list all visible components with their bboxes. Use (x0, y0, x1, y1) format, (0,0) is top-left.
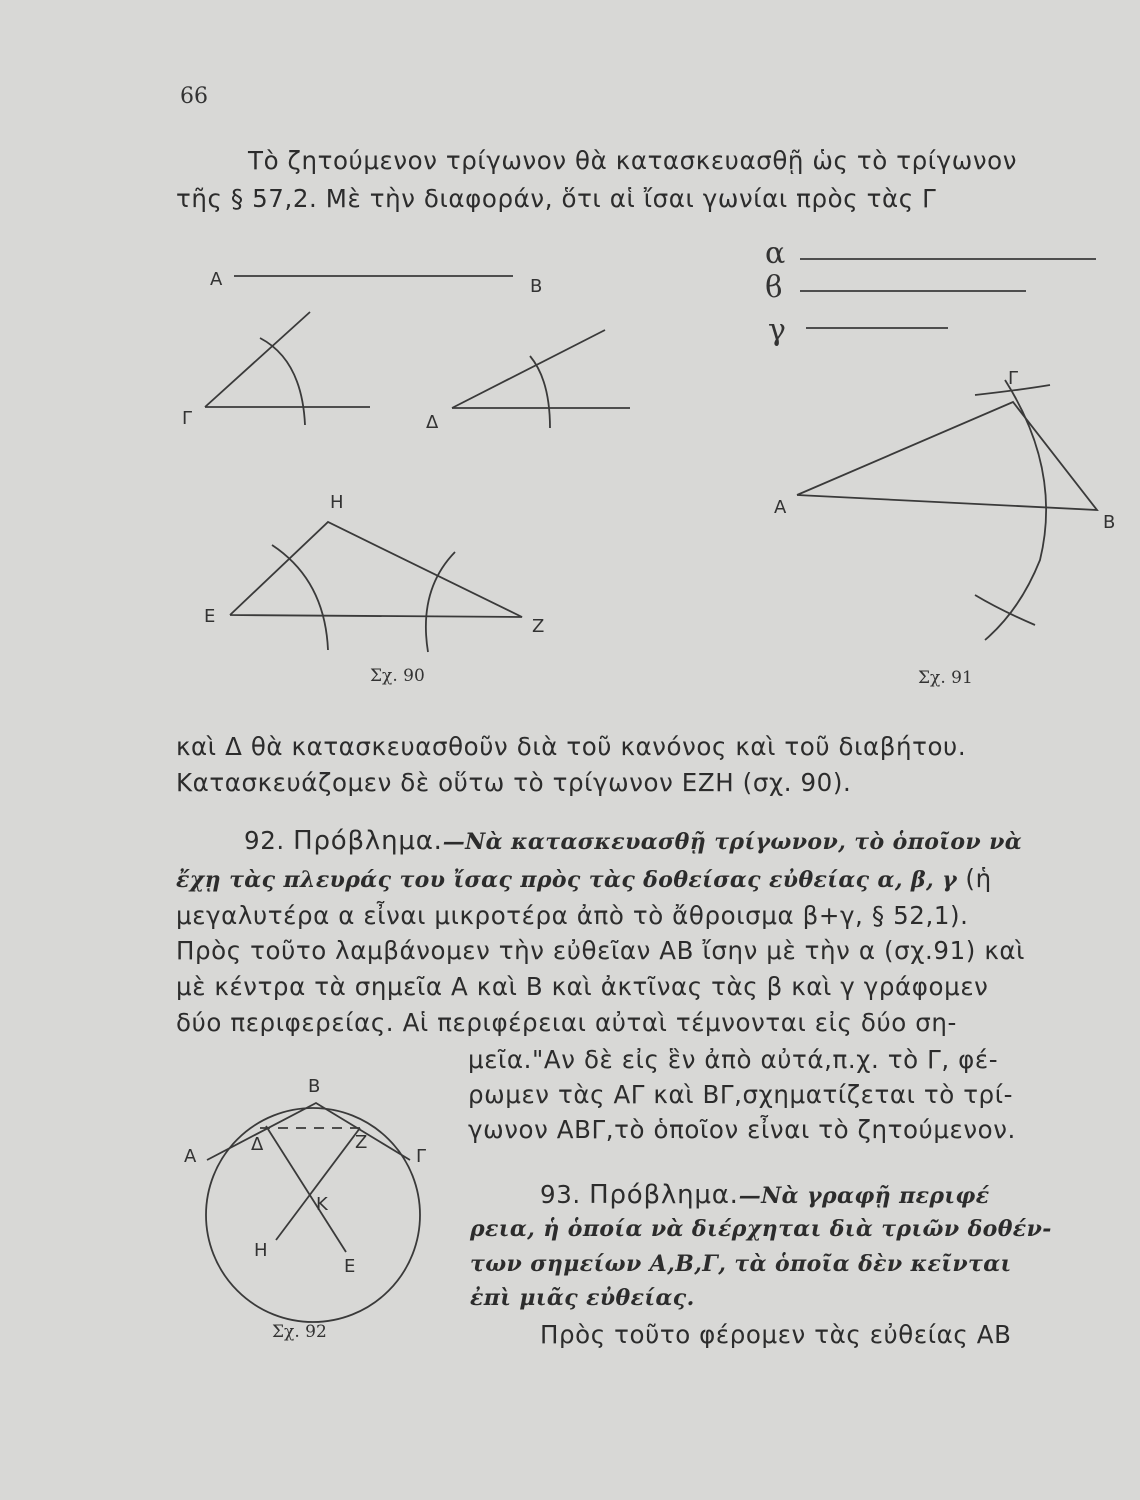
after-line-1: καὶ Δ θὰ κατασκευασθοῦν διὰ τοῦ κανόνος καὶ τοῦ διαβήτου. (176, 732, 967, 761)
label-B92: B (308, 1076, 321, 1097)
page-number: 66 (180, 84, 208, 109)
problem-92-line-8: ρωμεν τὰς ΑΓ καὶ ΒΓ,σχηματίζεται τὸ τρί- (468, 1080, 1014, 1109)
problem-93-line-3: των σημείων Α,Β,Γ, τὰ ὁποῖα δὲν κεῖνται (470, 1251, 1012, 1277)
intro-line-1: Τὸ ζητούμενον τρίγωνον θὰ κατασκευασθῇ ὡς τὸ τρίγωνον (248, 146, 1018, 175)
label-A91: A (774, 497, 787, 518)
label-B91: B (1103, 512, 1116, 533)
circle-through-abg (206, 1108, 420, 1322)
label-B90: B (530, 276, 543, 297)
problem-93-line-4: ἐπὶ μιᾶς εὐθείας. (470, 1285, 695, 1311)
label-D92: Δ (251, 1134, 264, 1155)
line-z-h (276, 1128, 360, 1240)
problem-92-statement-2: ἔχῃ τὰς πλευράς του ἴσας πρὸς τὰς δοθείσας εὐθείας α, β, γ (176, 867, 958, 893)
label-H92: H (254, 1240, 268, 1261)
problem-92-number: 92. (244, 826, 285, 855)
problem-93-statement-1: —Νὰ γραφῇ περιφέ (738, 1183, 990, 1209)
caption-fig-90: Σχ. 90 (370, 666, 425, 686)
after-line-2: Κατασκευάζομεν δὲ οὕτω τὸ τρίγωνον ΕΖΗ (σχ. 90). (176, 768, 852, 797)
line-d-e (266, 1126, 346, 1252)
problem-92-line-3: μεγαλυτέρα α εἶναι μικροτέρα ἀπὸ τὸ ἄθροισμα β+γ, § 52,1). (176, 901, 969, 930)
problem-92-line-5: μὲ κέντρα τὰ σημεῖα Α καὶ Β καὶ ἀκτῖνας τὰς β καὶ γ γράφομεν (176, 972, 989, 1001)
problem-92-line-4: Πρὸς τοῦτο λαμβάνομεν τὴν εὐθεῖαν ΑΒ ἴσην μὲ τὴν α (σχ.91) καὶ (176, 936, 1026, 965)
problem-92-heading: Πρόβλημα. (293, 826, 443, 856)
label-Z90: Z (532, 616, 545, 637)
label-K92: K (316, 1194, 328, 1215)
label-E92: E (344, 1256, 356, 1277)
label-G92: Γ (416, 1146, 427, 1167)
label-D90: Δ (426, 412, 439, 433)
problem-92-line-6: δύο περιφερείας. Αἱ περιφέρειαι αὐταὶ τέμνονται εἰς δύο ση- (176, 1008, 957, 1037)
label-G90: Γ (182, 408, 193, 429)
label-E90: E (204, 606, 216, 627)
label-a91: α (765, 236, 786, 271)
intro-line-2: τῆς § 57,2. Μὲ τὴν διαφοράν, ὅτι αἱ ἴσαι γωνίαι πρὸς τὰς Γ (176, 184, 937, 213)
caption-fig-91: Σχ. 91 (918, 668, 973, 688)
label-b91: ϐ (765, 270, 783, 305)
label-A90: A (210, 269, 223, 290)
problem-93-line-5: Πρὸς τοῦτο φέρομεν τὰς εὐθείας ΑΒ (540, 1320, 1012, 1349)
label-A92: A (184, 1146, 197, 1167)
problem-92-statement-2-rest: (ἡ (957, 864, 992, 893)
label-g91: γ (768, 313, 786, 348)
label-Z92: Z (355, 1132, 368, 1153)
label-H90: H (330, 492, 344, 513)
caption-fig-92: Σχ. 92 (272, 1322, 327, 1342)
problem-92-line-9: γωνον ΑΒΓ,τὸ ὁποῖον εἶναι τὸ ζητούμενον. (468, 1115, 1016, 1144)
problem-93-line-2: ρεια, ἡ ὁποία νὰ διέρχηται διὰ τριῶν δοθέν- (470, 1216, 1052, 1242)
problem-93-heading: Πρόβλημα. (589, 1180, 739, 1210)
problem-93-line-1 (540, 1180, 990, 1210)
problem-92-line-7: μεῖα."Αν δὲ εἰς ἓν ἀπὸ αὐτά,π.χ. τὸ Γ, φέ- (468, 1045, 999, 1074)
problem-92-statement-1: —Νὰ κατασκευασθῇ τρίγωνον, τὸ ὁποῖον νὰ (442, 829, 1023, 855)
problem-93-number: 93. (540, 1180, 581, 1209)
label-G91: Γ (1008, 368, 1019, 389)
